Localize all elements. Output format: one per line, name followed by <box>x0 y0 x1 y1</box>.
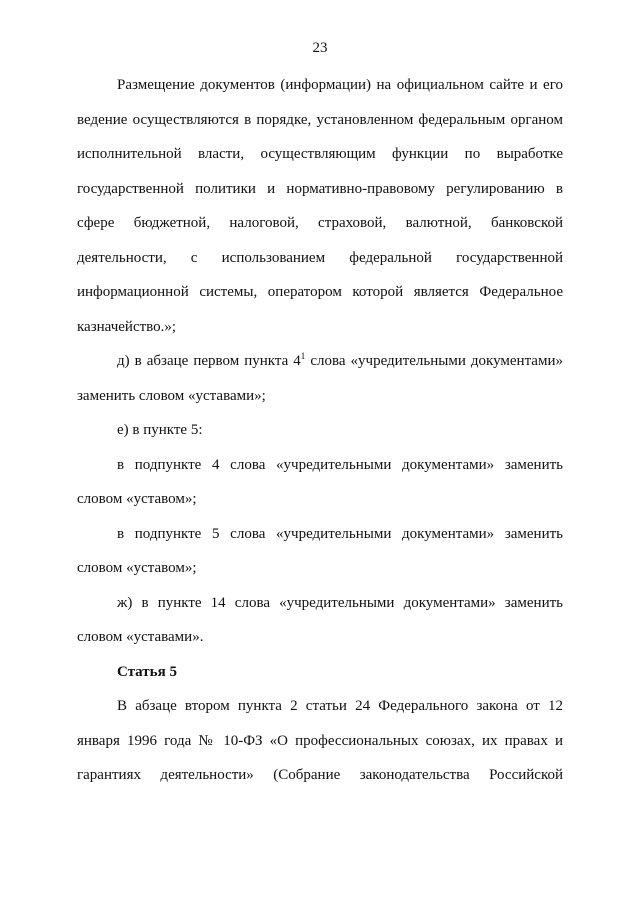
item-d-text-before: д) в абзаце первом пункта 4 <box>117 353 301 369</box>
paragraph-subitem-4: в подпункте 4 слова «учредительными документами» заменить словом «уставом»; <box>77 456 563 507</box>
paragraph-item-e: е) в пункте 5: <box>117 422 203 438</box>
page-number: 23 <box>312 40 328 56</box>
paragraph-item-zh: ж) в пункте 14 слова «учредительными документами» заменить словом «уставами». <box>77 594 563 645</box>
paragraph-item-d <box>77 344 563 413</box>
document-body <box>77 68 563 793</box>
paragraph-official-site: Размещение документов (информации) на официальном сайте и его ведение осуществляются в порядке, установленном федеральным органом исполнительной власти, осуществляющим функции по выработке государственной политики и нормативно-правовому регулированию в сфере бюджетной, налоговой, страховой, валютной, банковской деятельности, с использованием федеральной государственной информационной системы, оператором которой является Федеральное казначейство.»; <box>77 77 563 335</box>
article-paragraph: В абзаце втором пункта 2 статьи 24 Федерального закона от 12 января 1996 года № 10-ФЗ «О профессиональных союзах, их правах и гарантиях деятельности» (Собрание законодательства Российской <box>77 698 563 783</box>
article-heading: Статья 5 <box>117 663 177 680</box>
item-d-superscript: 1 <box>300 351 306 361</box>
paragraph-subitem-5: в подпункте 5 слова «учредительными документами» заменить словом «уставом»; <box>77 525 563 576</box>
item-d-text-after: слова «учредительными документами» заменить словом «уставами»; <box>77 353 563 404</box>
